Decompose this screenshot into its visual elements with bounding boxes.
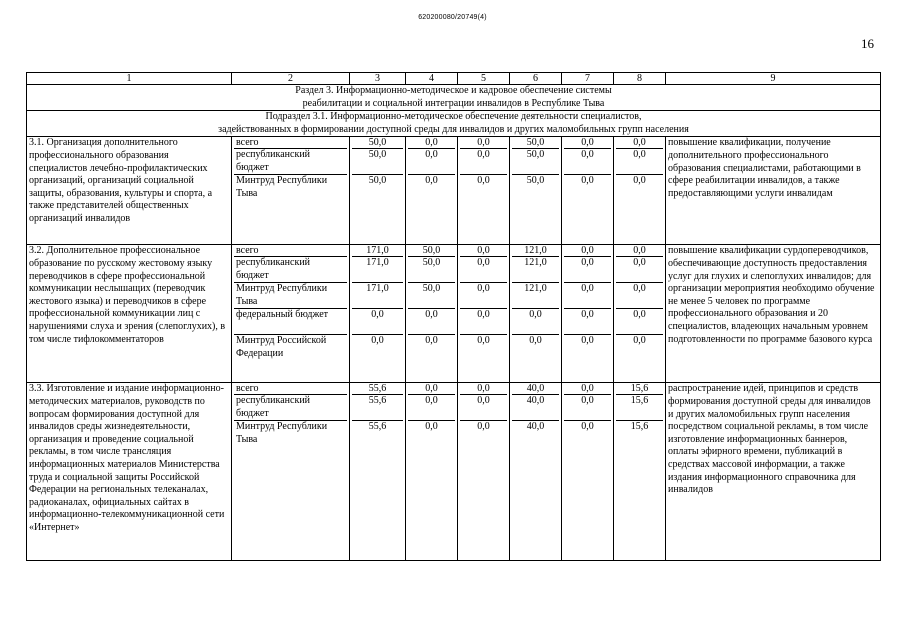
amount-value: 0,0 <box>477 421 490 433</box>
amount-value: 50,0 <box>512 137 559 149</box>
funding-sources <box>232 383 350 561</box>
amount-year <box>614 383 666 561</box>
amount-year <box>614 245 666 383</box>
amount-value: 0,0 <box>616 137 663 149</box>
amount-value: 0,0 <box>564 245 611 257</box>
amount-value: 55,6 <box>352 395 403 421</box>
amount-total <box>350 383 406 561</box>
funding-source: республиканский бюджет <box>234 257 347 283</box>
amount-year <box>458 245 510 383</box>
amount-value: 0,0 <box>408 395 455 421</box>
table-row <box>27 137 881 245</box>
document-id: 620200080/20749(4) <box>418 14 487 21</box>
funding-source: республиканский бюджет <box>234 395 347 421</box>
amount-year <box>406 383 458 561</box>
amount-value: 0,0 <box>460 383 507 395</box>
amount-value: 121,0 <box>512 245 559 257</box>
amount-year <box>458 137 510 245</box>
amount-value: 0,0 <box>477 175 490 187</box>
amount-value: 0,0 <box>408 309 455 335</box>
funding-source: всего <box>234 245 347 257</box>
amount-value: 50,0 <box>512 149 559 175</box>
amount-value: 0,0 <box>460 309 507 335</box>
activity-name: 3.1. Организация дополнительного профессионального образования специалистов лечебно-профилактических организаций, организаций социальной защиты, образования, культуры и спорта, а также представителей общественных организаций инвалидов <box>27 137 232 245</box>
amount-value: 0,0 <box>460 257 507 283</box>
program-table <box>26 72 881 561</box>
amount-value: 50,0 <box>368 175 387 187</box>
amount-value: 55,6 <box>368 421 387 433</box>
amount-value: 0,0 <box>564 383 611 395</box>
amount-year <box>510 137 562 245</box>
column-number: 7 <box>562 73 614 85</box>
amount-value: 0,0 <box>581 421 594 433</box>
amount-value: 0,0 <box>564 137 611 149</box>
amount-value: 121,0 <box>512 257 559 283</box>
amount-year <box>614 137 666 245</box>
amount-value: 0,0 <box>460 137 507 149</box>
amount-value: 15,6 <box>616 395 663 421</box>
amount-value: 0,0 <box>616 245 663 257</box>
column-number: 1 <box>27 73 232 85</box>
subsection-title-line: Подраздел 3.1. Информационно-методическое обеспечение деятельности специалистов, <box>265 111 642 123</box>
amount-value: 15,6 <box>616 383 663 395</box>
funding-source: Минтруд Республики Тыва <box>234 283 347 309</box>
amount-value: 50,0 <box>408 257 455 283</box>
expected-result: повышение квалификации сурдопереводчиков, обеспечивающие доступность предоставления услуг для глухих и слепоглухих инвалидов; для организации мероприятия необходимо обучение не менее 5 человек по программе профессионального образования и 20 специалистов, владеющих начальным уровнем подготовленности по программе базового курса <box>666 245 881 383</box>
column-number: 4 <box>406 73 458 85</box>
amount-value: 0,0 <box>425 335 438 347</box>
amount-value: 50,0 <box>408 283 455 309</box>
amount-value: 0,0 <box>512 309 559 335</box>
amount-value: 0,0 <box>408 383 455 395</box>
expected-result: повышение квалификации, получение дополнительного профессионального образования специалистами, работающими в сфере реабилитации инвалидов, а также предоставляющими услуги инвалидам <box>666 137 881 245</box>
section-title-row <box>27 85 881 111</box>
column-number: 9 <box>666 73 881 85</box>
funding-source: федеральный бюджет <box>234 309 347 335</box>
funding-sources <box>232 137 350 245</box>
amount-value: 55,6 <box>352 383 403 395</box>
amount-value: 15,6 <box>630 421 649 433</box>
amount-value: 0,0 <box>616 149 663 175</box>
subsection-title-line: задействованных в формировании доступной среды для инвалидов и других маломобильных групп населения <box>218 123 689 135</box>
subsection-title-row <box>27 111 881 137</box>
amount-value: 0,0 <box>408 137 455 149</box>
amount-value: 0,0 <box>616 283 663 309</box>
amount-value: 50,0 <box>526 175 545 187</box>
amount-value: 0,0 <box>633 335 646 347</box>
amount-value: 0,0 <box>616 309 663 335</box>
amount-value: 0,0 <box>477 335 490 347</box>
column-number: 6 <box>510 73 562 85</box>
table-row <box>27 245 881 383</box>
amount-year <box>510 383 562 561</box>
amount-total <box>350 245 406 383</box>
funding-source: всего <box>234 137 347 149</box>
amount-value: 40,0 <box>512 383 559 395</box>
amount-value: 50,0 <box>408 245 455 257</box>
amount-total <box>350 137 406 245</box>
amount-value: 0,0 <box>581 175 594 187</box>
column-number-row <box>27 73 881 85</box>
amount-value: 40,0 <box>512 395 559 421</box>
amount-year <box>406 245 458 383</box>
column-number: 3 <box>350 73 406 85</box>
funding-source: всего <box>234 383 347 395</box>
amount-value: 40,0 <box>526 421 545 433</box>
section-title-line: Раздел 3. Информационно-методическое и кадровое обеспечение системы <box>295 85 612 96</box>
amount-year <box>406 137 458 245</box>
amount-value: 0,0 <box>564 395 611 421</box>
funding-source: Минтруд Республики Тыва <box>236 421 328 445</box>
amount-value: 0,0 <box>564 149 611 175</box>
amount-value: 0,0 <box>460 149 507 175</box>
amount-value: 121,0 <box>512 283 559 309</box>
amount-value: 0,0 <box>460 245 507 257</box>
amount-value: 0,0 <box>616 257 663 283</box>
funding-source: Минтруд Республики Тыва <box>236 175 328 199</box>
amount-value: 0,0 <box>425 175 438 187</box>
amount-value: 0,0 <box>460 283 507 309</box>
amount-value: 0,0 <box>371 335 384 347</box>
expected-result: распространение идей, принципов и средств формирования доступной среды для инвалидов и других маломобильных групп населения посредством социальной рекламы, в том числе изготовление информационных баннеров, оплаты эфирного времени, публикаций в средствах массовой информации, а также издания информационного справочника для инвалидов <box>666 383 881 561</box>
funding-source: республиканский бюджет <box>234 149 347 175</box>
amount-value: 0,0 <box>352 309 403 335</box>
funding-sources <box>232 245 350 383</box>
amount-value: 0,0 <box>564 257 611 283</box>
amount-value: 0,0 <box>564 309 611 335</box>
amount-value: 0,0 <box>529 335 542 347</box>
amount-value: 0,0 <box>633 175 646 187</box>
column-number: 5 <box>458 73 510 85</box>
amount-value: 0,0 <box>564 283 611 309</box>
subsection-title <box>27 111 881 137</box>
amount-year <box>562 245 614 383</box>
amount-value: 171,0 <box>352 245 403 257</box>
amount-year <box>562 383 614 561</box>
amount-value: 0,0 <box>581 335 594 347</box>
activity-name: 3.2. Дополнительное профессиональное образование по русскому жестовому языку переводчиков в сфере профессиональной коммуникации неслышащих (переводчик жестового языка) и переводчиков в сфере профессиональной коммуникации лиц с нарушениями слуха и зрения (слепоглухих), в том числе тифлокомментаторов <box>27 245 232 383</box>
page-number: 16 <box>861 36 874 51</box>
section-title-line: реабилитации и социальной интеграции инвалидов в Республике Тыва <box>302 97 605 109</box>
amount-year <box>510 245 562 383</box>
amount-value: 0,0 <box>408 149 455 175</box>
amount-value: 0,0 <box>460 395 507 421</box>
funding-source: Минтруд Российской Федерации <box>236 335 327 359</box>
amount-year <box>562 137 614 245</box>
amount-value: 50,0 <box>352 137 403 149</box>
amount-value: 171,0 <box>352 283 403 309</box>
amount-value: 171,0 <box>352 257 403 283</box>
amount-value: 50,0 <box>352 149 403 175</box>
section-title <box>27 85 881 111</box>
table-row <box>27 383 881 561</box>
activity-name: 3.3. Изготовление и издание информационно-методических материалов, руководств по вопросам формирования доступной для инвалидов среды жизнедеятельности, организация и проведение социальной рекламы, в том числе трансляция информационных материалов Министерства труда и социальной защиты Российской Федерации на региональных телеканалах, радиоканалах, официальных сайтах в информационно-телекоммуникационной сети «Интернет» <box>27 383 232 561</box>
amount-value: 0,0 <box>425 421 438 433</box>
column-number: 2 <box>232 73 350 85</box>
column-number: 8 <box>614 73 666 85</box>
amount-year <box>458 383 510 561</box>
